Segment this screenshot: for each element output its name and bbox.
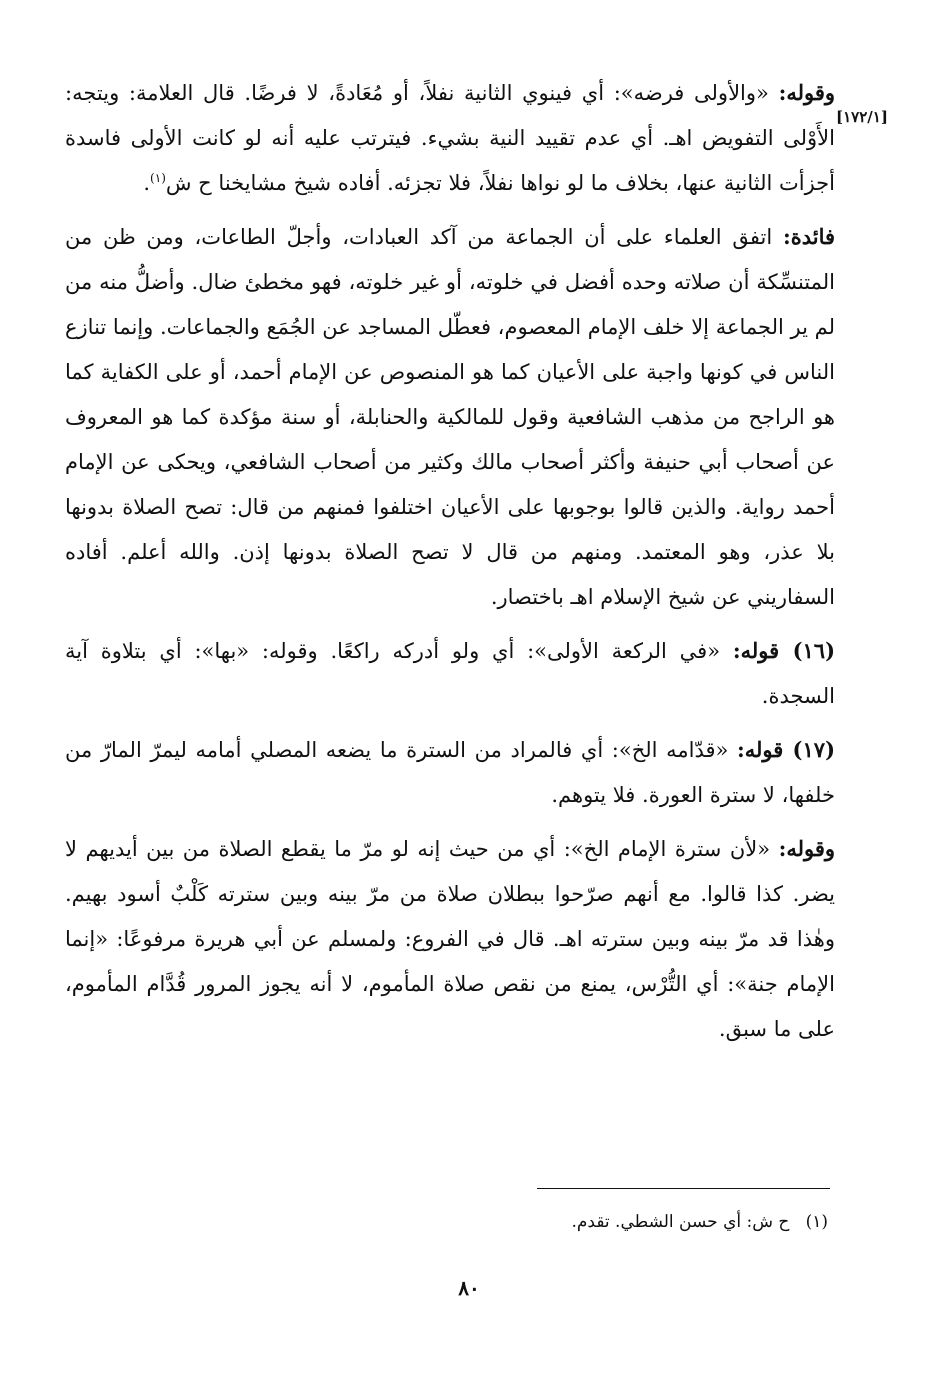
main-text <box>65 70 835 1060</box>
footnote-marker[interactable]: (١) <box>150 171 166 185</box>
footnote-divider <box>537 1188 830 1189</box>
paragraph-lead: وقوله: <box>778 80 835 105</box>
paragraph-body: «في الركعة الأولى»: أي ولو أدركه راكعًا. وقوله: «بها»: أي بتلاوة آية السجدة. <box>65 639 835 708</box>
footnote <box>571 1212 828 1232</box>
paragraph-body: اتفق العلماء على أن الجماعة من آكد العبادات، وأجلّ الطاعات، ومن ظن من المتنسِّكة أن صلاته وحده أفضل في خلوته، أو غير خلوته، فهو مخطئ ضال. وأضلُّ منه من لم ير الجماعة إلا خلف الإمام المعصوم، فعطّل المساجد عن الجُمَع والجماعات. وإنما تنازع الناس في كونها واجبة على الأعيان كما هو المنصوص عن الإمام أحمد، أو على الكفاية كما هو الراجح من مذهب الشافعية وقول للمالكية والحنابلة، أو سنة مؤكدة كما هو المعروف عن أصحاب أبي حنيفة وأكثر أصحاب مالك وكثير من أصحاب الشافعي، ويحكى عن الإمام أحمد رواية. والذين قالوا بوجوبها على الأعيان اختلفوا فمنهم من قال: تصح الصلاة بدونها بلا عذر، وهو المعتمد. ومنهم من قال لا تصح الصلاة بدونها إذن. والله أعلم. أفاده السفاريني عن شيخ الإسلام اهـ باختصار. <box>65 225 835 609</box>
paragraph-body: «والأولى فرضه»: أي فينوي الثانية نفلاً، أو مُعَادةً، لا فرضًا. قال العلامة: ويتجه: الأَوْلى التفويض اهـ. أي عدم تقييد النية بشيء. فيترتب عليه أنه لو كانت الأولى فاسدة أجزأت الثانية عنها، بخلاف ما لو نواها نفلاً، فلا تجزئه. أفاده شيخ مشايخنا ح ش <box>65 81 835 195</box>
paragraph-1 <box>65 70 835 206</box>
page-number: ٨٠ <box>458 1276 480 1300</box>
marginal-reference: [١٧٢/١] <box>836 108 888 126</box>
paragraph-2 <box>65 214 835 620</box>
paragraph-lead: (١٦) قوله: <box>732 638 836 663</box>
paragraph-lead: (١٧) قوله: <box>737 737 835 762</box>
paragraph-lead: وقوله: <box>778 836 835 861</box>
paragraph-3 <box>65 628 835 719</box>
paragraph-4 <box>65 727 835 818</box>
paragraph-lead: فائدة: <box>782 224 836 249</box>
footnote-number: (١) <box>805 1212 828 1232</box>
paragraph-tail: . <box>143 171 151 195</box>
paragraph-5 <box>65 826 835 1052</box>
footnote-text: ح ش: أي حسن الشطي. تقدم. <box>571 1212 790 1232</box>
paragraph-body: «قدّامه الخ»: أي فالمراد من السترة ما يضعه المصلي أمامه ليمرّ المارّ من خلفها، لا سترة العورة. فلا يتوهم. <box>65 738 835 807</box>
paragraph-body: «لأن سترة الإمام الخ»: أي من حيث إنه لو مرّ ما يقطع الصلاة من بين أيديهم لا يضر. كذا قالوا. مع أنهم صرّحوا ببطلان صلاة من مرّ بينه وبين سترته كَلْبٌ أسود بهيم. وهٰذا قد مرّ بينه وبين سترته اهـ. قال في الفروع: ولمسلم عن أبي هريرة مرفوعًا: «إنما الإمام جنة»: أي التُّرْس، يمنع من نقص صلاة المأموم، لا أنه يجوز المرور قُدَّام المأموم، على ما سبق. <box>65 837 835 1041</box>
